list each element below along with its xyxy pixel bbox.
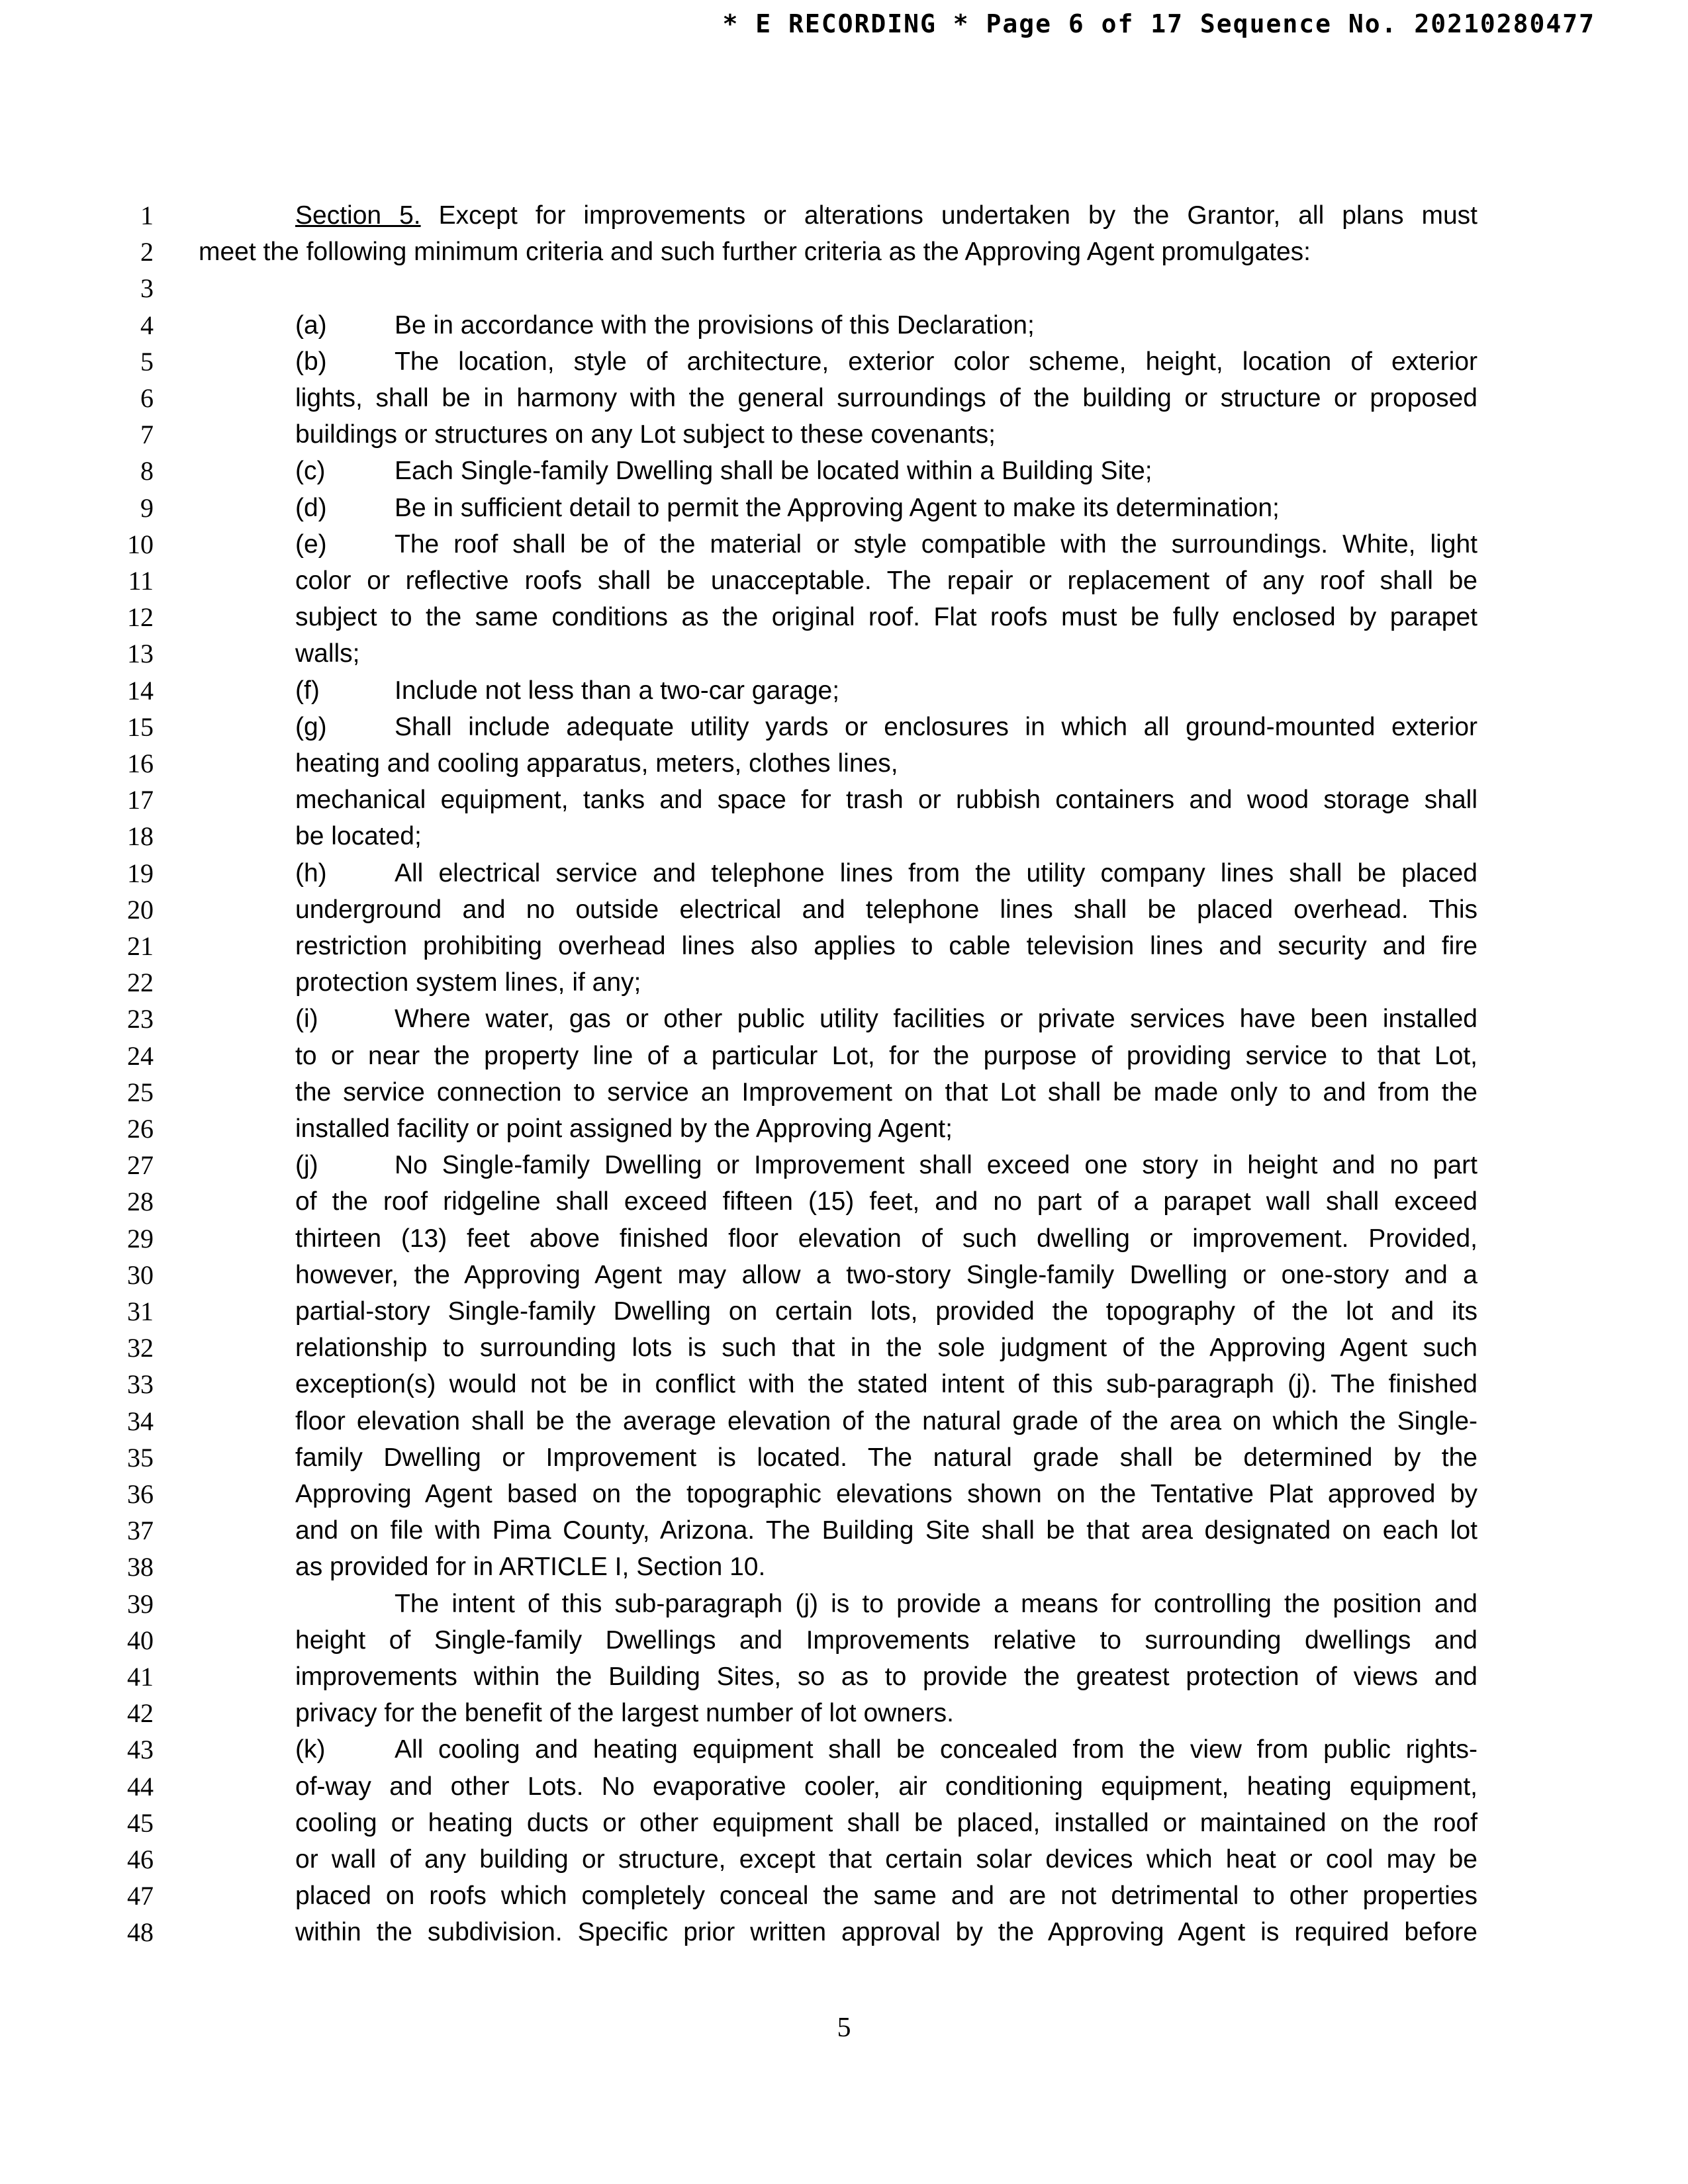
line-number: 10 — [127, 529, 154, 559]
text-line — [295, 1878, 1477, 1914]
line-text: installed facility or point assigned by the Approving Agent; — [295, 1115, 953, 1143]
line-number: 12 — [127, 602, 154, 633]
line-number: 34 — [127, 1406, 154, 1436]
line-number: 43 — [127, 1735, 154, 1765]
line-number: 26 — [127, 1114, 154, 1144]
line-text: heating and cooling apparatus, meters, clothes lines, — [295, 749, 898, 778]
line-text: height of Single-family Dwellings and Improvements relative to surrounding dwellings and — [295, 1625, 1477, 1655]
line-number: 4 — [140, 310, 154, 340]
item-label: (b) — [295, 347, 327, 376]
line-text: Except for improvements or alterations undertaken by the Grantor, all plans must — [438, 201, 1477, 230]
line-text: Be in accordance with the provisions of this Declaration; — [395, 310, 1035, 340]
item-label: (i) — [295, 1005, 318, 1034]
line-number: 42 — [127, 1698, 154, 1729]
section-heading: Section 5. — [295, 201, 421, 230]
text-line — [295, 1805, 1477, 1841]
text-line — [295, 928, 1477, 964]
line-text: privacy for the benefit of the largest number of lot owners. — [295, 1699, 955, 1728]
line-text: exception(s) would not be in conflict with the stated intent of this sub-paragraph (j). The finished — [295, 1370, 1477, 1399]
text-line — [295, 1841, 1477, 1878]
item-label: (j) — [295, 1151, 318, 1180]
text-line — [295, 964, 1477, 1001]
line-text: restriction prohibiting overhead lines also applies to cable television lines and security and fire — [295, 932, 1477, 960]
text-line — [295, 599, 1477, 635]
item-label: (c) — [295, 457, 326, 486]
line-number: 23 — [127, 1004, 154, 1034]
item-label: (e) — [295, 529, 327, 559]
text-line — [295, 1001, 1477, 1037]
line-text: Each Single-family Dwelling shall be located within a Building Site; — [395, 457, 1152, 486]
line-number: 35 — [127, 1442, 154, 1473]
text-line — [295, 380, 1477, 416]
line-text: mechanical equipment, tanks and space for trash or rubbish containers and wood storage shall — [295, 786, 1477, 815]
line-text: The location, style of architecture, exterior color scheme, height, location of exterior — [395, 347, 1477, 376]
line-number: 32 — [127, 1333, 154, 1363]
line-text: No Single-family Dwelling or Improvement shall exceed one story in height and no part — [395, 1151, 1477, 1180]
line-text: as provided for in ARTICLE I, Section 10. — [295, 1553, 766, 1582]
item-label: (k) — [295, 1735, 326, 1764]
text-line — [295, 1622, 1477, 1659]
line-text: placed on roofs which completely conceal the same and are not detrimental to other properties — [295, 1882, 1477, 1911]
item-label: (d) — [295, 493, 327, 522]
line-number: 15 — [127, 711, 154, 742]
text-line — [295, 1659, 1477, 1695]
line-text: protection system lines, if any; — [295, 968, 641, 997]
line-number: 31 — [127, 1297, 154, 1326]
line-text: All cooling and heating equipment shall be concealed from the view from public rights- — [395, 1735, 1477, 1764]
line-text: cooling or heating ducts or other equipment shall be placed, installed or maintained on the roof — [295, 1808, 1477, 1837]
line-text: floor elevation shall be the average elevation of the natural grade of the area on which the Single- — [295, 1406, 1477, 1435]
text-line — [295, 782, 1477, 818]
text-line — [295, 1111, 1477, 1147]
line-text: to or near the property line of a particular Lot, for the purpose of providing service to that Lot, — [295, 1041, 1477, 1070]
text-line — [295, 891, 1477, 928]
text-line — [295, 709, 1477, 745]
line-number: 39 — [127, 1588, 154, 1619]
line-text: of the roof ridgeline shall exceed fifteen (15) feet, and no part of a parapet wall shall exceed — [295, 1187, 1477, 1216]
line-number: 28 — [127, 1187, 154, 1217]
text-line — [295, 635, 1477, 672]
text-line — [295, 818, 1477, 854]
text-line — [295, 1293, 1477, 1330]
line-number: 40 — [127, 1625, 154, 1655]
line-text: Shall include adequate utility yards or enclosures in which all ground-mounted exterior — [395, 712, 1477, 741]
line-text: Approving Agent based on the topographic elevations shown on the Tentative Plat approved by — [295, 1480, 1477, 1508]
line-number: 30 — [127, 1259, 154, 1290]
line-text: family Dwelling or Improvement is located. The natural grade shall be determined by the — [295, 1443, 1477, 1472]
line-text: buildings or structures on any Lot subject to these covenants; — [295, 420, 996, 449]
line-number: 14 — [127, 675, 154, 705]
text-line — [295, 1768, 1477, 1805]
line-number: 2 — [140, 237, 154, 267]
text-line — [295, 1220, 1477, 1257]
line-text: or wall of any building or structure, except that certain solar devices which heat or cool may be — [295, 1845, 1477, 1874]
text-line — [295, 197, 1477, 234]
line-text: improvements within the Building Sites, so as to provide the greatest protection of views and — [295, 1662, 1477, 1691]
text-line — [295, 1439, 1477, 1476]
text-line — [295, 416, 1477, 453]
line-text: Where water, gas or other public utility facilities or private services have been installed — [395, 1005, 1477, 1034]
line-text: partial-story Single-family Dwelling on certain lots, provided the topography of the lot and its — [295, 1297, 1477, 1326]
text-line — [295, 490, 1477, 526]
text-line — [295, 1403, 1477, 1439]
line-text: lights, shall be in harmony with the general surroundings of the building or structure or proposed — [295, 384, 1477, 412]
line-text: of-way and other Lots. No evaporative cooler, air conditioning equipment, heating equipment, — [295, 1772, 1477, 1801]
text-line — [295, 1731, 1477, 1768]
line-number: 17 — [127, 785, 154, 815]
line-text: All electrical service and telephone lines from the utility company lines shall be placed — [395, 858, 1477, 887]
line-number: 13 — [127, 639, 154, 669]
line-text: and on file with Pima County, Arizona. The Building Site shall be that area designated on each lot — [295, 1516, 1477, 1545]
item-label: (f) — [295, 676, 320, 705]
line-text: The intent of this sub-paragraph (j) is to provide a means for controlling the position and — [395, 1589, 1477, 1618]
line-number: 21 — [127, 931, 154, 961]
line-number: 6 — [140, 383, 154, 413]
line-text: Be in sufficient detail to permit the Approving Agent to make its determination; — [395, 493, 1280, 522]
line-text: however, the Approving Agent may allow a two-story Single-family Dwelling or one-story and a — [295, 1260, 1477, 1289]
text-line — [295, 1512, 1477, 1549]
line-number: 46 — [127, 1844, 154, 1874]
text-line — [295, 672, 1477, 709]
item-label: (g) — [295, 712, 327, 741]
line-text: walls; — [295, 639, 360, 668]
line-number: 44 — [127, 1771, 154, 1801]
text-line — [295, 1366, 1477, 1402]
line-number: 19 — [127, 858, 154, 888]
line-number: 29 — [127, 1223, 154, 1253]
line-number: 47 — [127, 1881, 154, 1911]
line-number: 24 — [127, 1040, 154, 1071]
line-number: 38 — [127, 1552, 154, 1582]
line-number: 45 — [127, 1807, 154, 1838]
text-line — [295, 745, 1477, 782]
line-number: 3 — [140, 273, 154, 304]
line-number: 11 — [128, 566, 154, 596]
line-text: The roof shall be of the material or style compatible with the surroundings. White, light — [395, 529, 1477, 559]
line-number: 27 — [127, 1150, 154, 1181]
text-line — [295, 1038, 1477, 1074]
line-text: Include not less than a two-car garage; — [395, 676, 840, 705]
line-number: 18 — [127, 821, 154, 852]
line-text: relationship to surrounding lots is such that in the sole judgment of the Approving Agent such — [295, 1334, 1477, 1363]
text-line — [199, 234, 1477, 270]
text-line — [295, 855, 1477, 891]
text-line — [295, 563, 1477, 599]
line-number: 48 — [127, 1917, 154, 1948]
text-line — [295, 1476, 1477, 1512]
line-number: 41 — [127, 1662, 154, 1692]
text-line — [295, 1330, 1477, 1366]
line-number: 20 — [127, 894, 154, 925]
line-text: color or reflective roofs shall be unacceptable. The repair or replacement of any roof shall be — [295, 567, 1477, 595]
line-number: 36 — [127, 1479, 154, 1509]
line-number: 22 — [127, 968, 154, 998]
line-number: 16 — [127, 749, 154, 778]
line-number: 33 — [127, 1369, 154, 1400]
line-text: underground and no outside electrical and telephone lines shall be placed overhead. This — [295, 895, 1477, 924]
text-line — [295, 1914, 1477, 1950]
recording-header: * E RECORDING * Page 6 of 17 Sequence No. 20210280477 — [722, 9, 1595, 38]
text-line — [295, 1257, 1477, 1293]
text-line — [295, 1549, 1477, 1585]
line-number: 25 — [127, 1077, 154, 1107]
text-line — [295, 526, 1477, 563]
text-line — [295, 1183, 1477, 1220]
line-text: within the subdivision. Specific prior written approval by the Approving Agent is required before — [295, 1918, 1477, 1947]
text-line — [295, 453, 1477, 489]
line-number: 9 — [140, 492, 154, 523]
text-line — [295, 307, 1477, 343]
text-line — [295, 1147, 1477, 1183]
text-line — [295, 1695, 1477, 1731]
item-label: (a) — [295, 310, 327, 340]
item-label: (h) — [295, 858, 327, 887]
line-number: 37 — [127, 1516, 154, 1546]
line-number: 5 — [140, 346, 154, 377]
line-number: 7 — [140, 420, 154, 450]
line-number: 1 — [140, 201, 154, 230]
text-line — [295, 343, 1477, 380]
line-text: the service connection to service an Improvement on that Lot shall be made only to and from the — [295, 1077, 1477, 1107]
line-text: meet the following minimum criteria and such further criteria as the Approving Agent promulgates: — [199, 238, 1311, 267]
text-line — [395, 1586, 1477, 1622]
text-line — [295, 1074, 1477, 1111]
line-text: subject to the same conditions as the original roof. Flat roofs must be fully enclosed by parapet — [295, 603, 1477, 632]
line-number: 8 — [140, 456, 154, 486]
page-number: 5 — [837, 2013, 851, 2043]
line-text: thirteen (13) feet above finished floor elevation of such dwelling or improvement. Provided, — [295, 1224, 1477, 1253]
line-text: be located; — [295, 822, 422, 851]
